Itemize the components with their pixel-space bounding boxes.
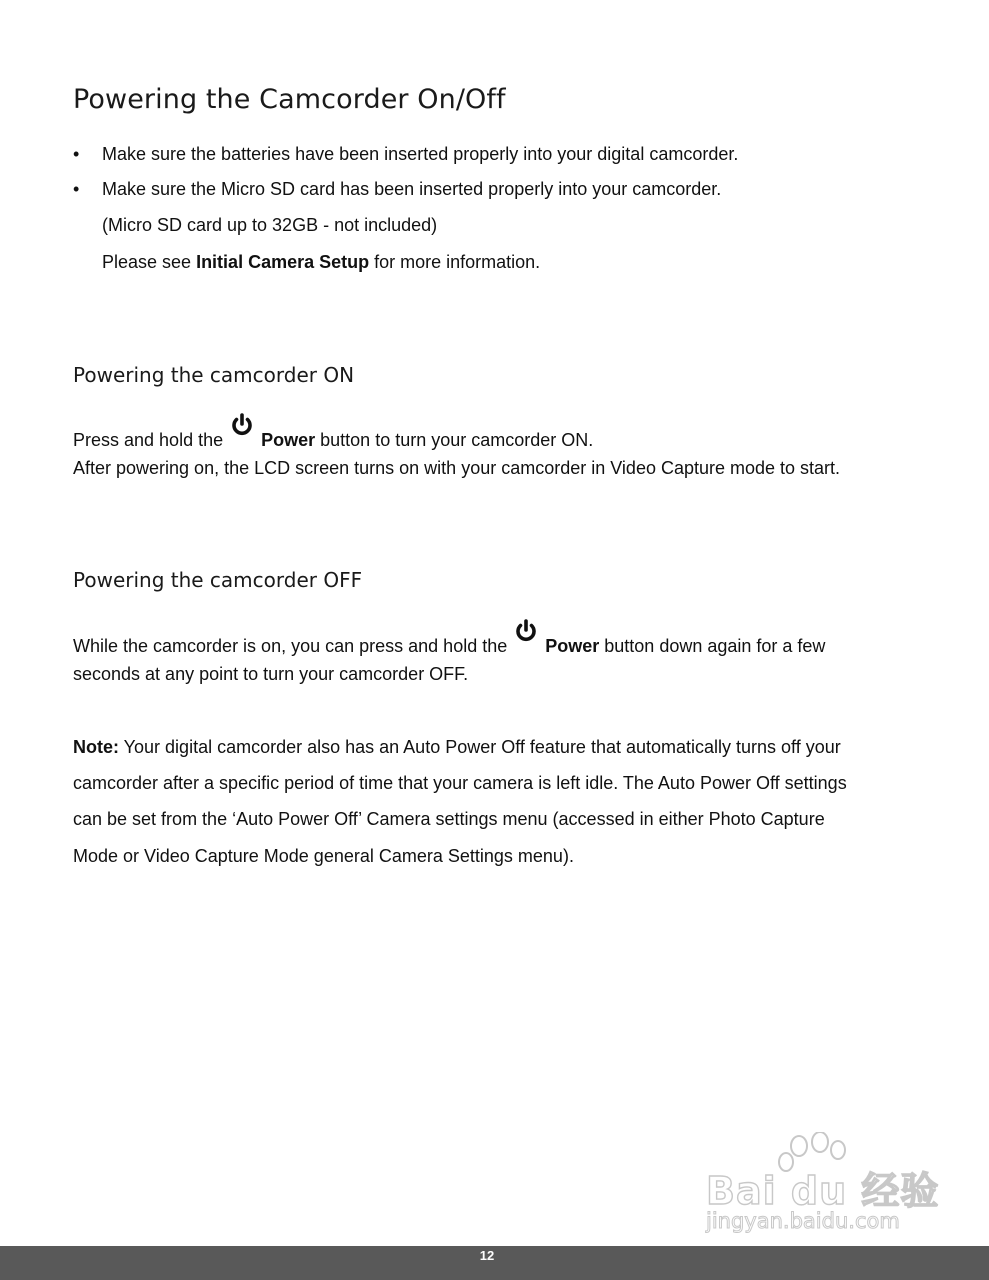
power-icon <box>229 412 255 438</box>
note-line1 <box>73 736 841 758</box>
power-off-prefix: While the camcorder is on, you can press and hold the <box>73 636 508 656</box>
see-setup-line <box>102 251 540 273</box>
bullet-batteries: Make sure the batteries have been inserted properly into your digital camcorder. <box>102 144 739 164</box>
note-line2: camcorder after a specific period of time that your camera is left idle. The Auto Power Off settings <box>73 773 847 793</box>
watermark-brand: Bai du 经验 <box>706 1169 940 1213</box>
power-label: Power <box>261 430 316 450</box>
bullet-sd-card: Make sure the Micro SD card has been inserted properly into your camcorder. <box>102 179 722 199</box>
section-title-off: Powering the camcorder OFF <box>73 568 363 592</box>
power-icon <box>513 618 539 644</box>
see-prefix: Please see <box>102 252 197 272</box>
bullet-marker: • <box>73 144 80 164</box>
page-title: Powering the Camcorder On/Off <box>73 84 506 115</box>
note-text: Your digital camcorder also has an Auto Power Off feature that automatically turns off your <box>119 737 841 757</box>
power-off-suffix: button down again for a few <box>599 636 826 656</box>
section-title-on: Powering the camcorder ON <box>73 363 355 387</box>
watermark-url: jingyan.baidu.com <box>706 1209 900 1233</box>
sd-card-note: (Micro SD card up to 32GB - not included) <box>102 215 438 235</box>
page-number: 12 <box>479 1248 495 1263</box>
power-on-instruction <box>73 422 593 451</box>
bullet-marker: • <box>73 179 80 199</box>
power-on-suffix: button to turn your camcorder ON. <box>315 430 594 450</box>
see-suffix: for more information. <box>369 252 541 272</box>
power-off-line2: seconds at any point to turn your camcorder OFF. <box>73 664 469 684</box>
power-label: Power <box>545 636 600 656</box>
power-off-instruction <box>73 628 825 657</box>
power-on-lcd-line: After powering on, the LCD screen turns on with your camcorder in Video Capture mode to start. <box>73 458 841 478</box>
note-line3: can be set from the ‘Auto Power Off’ Camera settings menu (accessed in either Photo Capture <box>73 809 825 829</box>
power-on-prefix: Press and hold the <box>73 430 224 450</box>
note-line4: Mode or Video Capture Mode general Camera Settings menu). <box>73 846 574 866</box>
note-label: Note: <box>73 737 119 757</box>
initial-camera-setup-link: Initial Camera Setup <box>196 252 370 272</box>
